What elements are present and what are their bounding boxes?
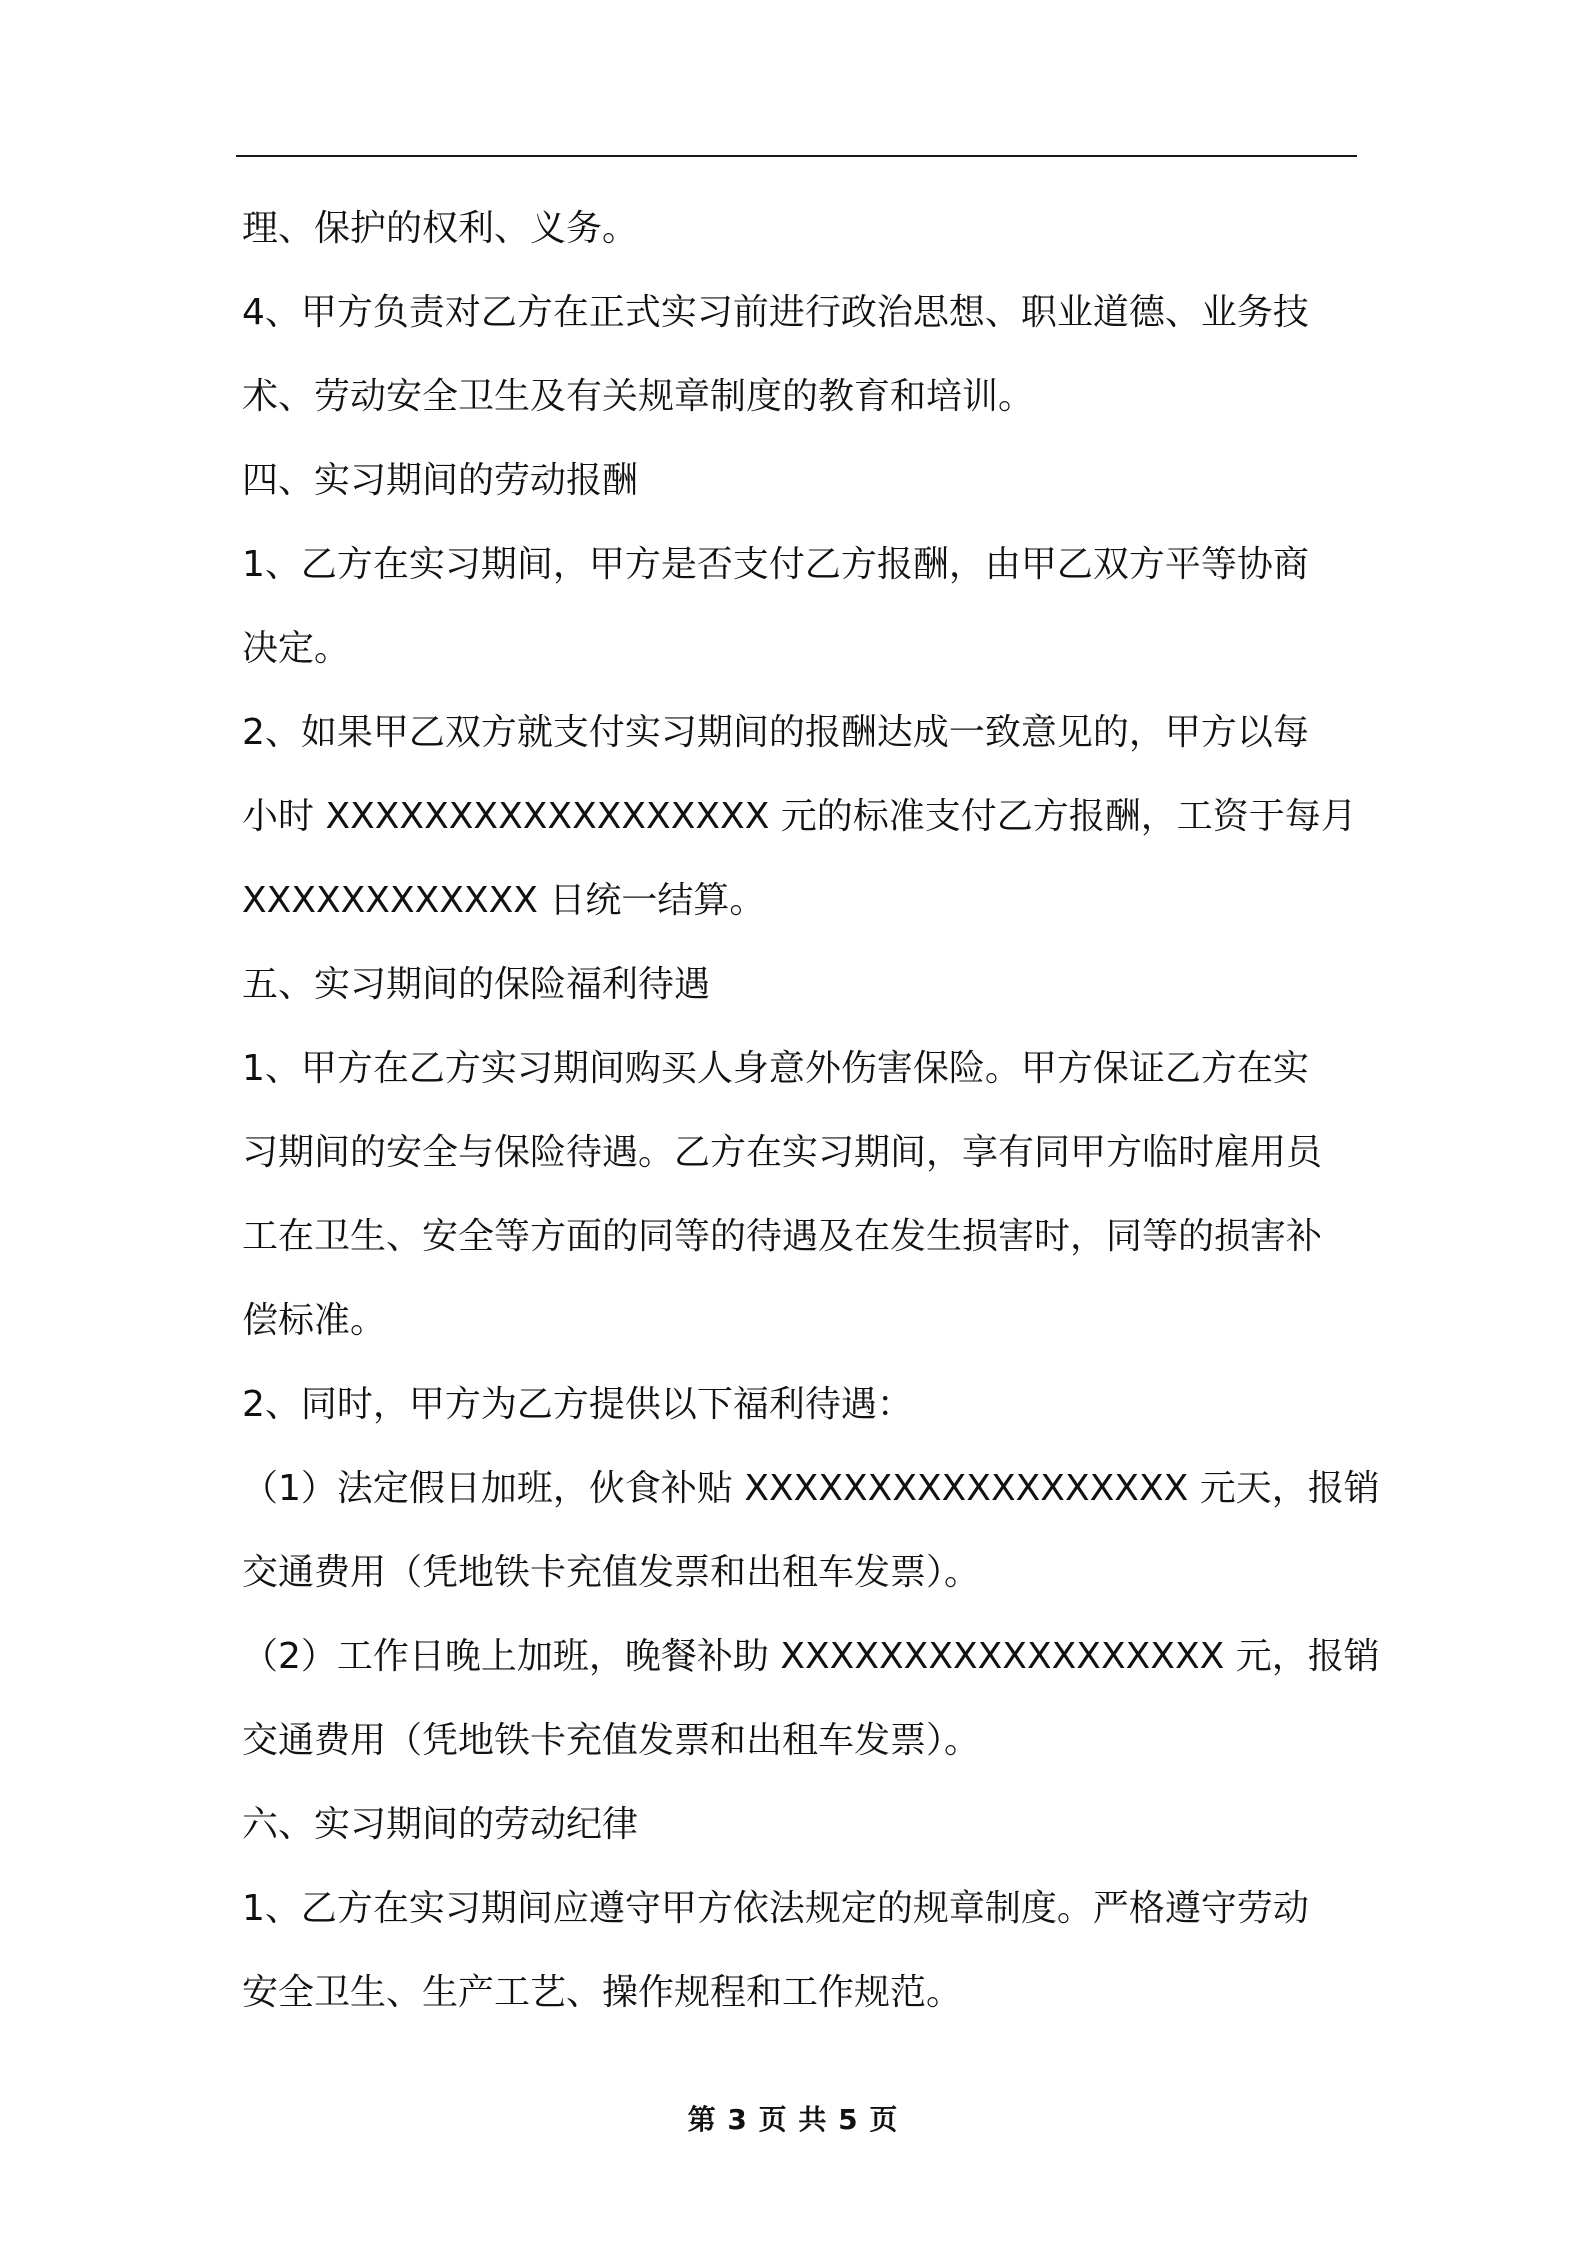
- section-heading: 六、实习期间的劳动纪律: [242, 1804, 639, 1845]
- text-line: （1）法定假日加班，伙食补贴 XXXXXXXXXXXXXXXXXX 元天，报销: [242, 1468, 1380, 1509]
- text-line: （2）工作日晚上加班，晚餐补助 XXXXXXXXXXXXXXXXXX 元，报销: [242, 1636, 1380, 1677]
- text-line: 习期间的安全与保险待遇。乙方在实习期间，享有同甲方临时雇用员: [242, 1132, 1323, 1173]
- text-line: 2、同时，甲方为乙方提供以下福利待遇：: [242, 1384, 913, 1425]
- page-number: 第 3 页 共 5 页: [687, 2103, 899, 2136]
- text-line: 偿标准。: [242, 1300, 387, 1341]
- text-line: 决定。: [242, 628, 351, 669]
- text-line: 2、如果甲乙双方就支付实习期间的报酬达成一致意见的，甲方以每: [242, 712, 1309, 753]
- text-line: 交通费用（凭地铁卡充值发票和出租车发票）。: [242, 1552, 981, 1593]
- text-line: 1、乙方在实习期间应遵守甲方依法规定的规章制度。严格遵守劳动: [242, 1888, 1309, 1929]
- document-body: [242, 196, 1380, 2044]
- section-heading: 五、实习期间的保险福利待遇: [242, 964, 711, 1005]
- text-line: 安全卫生、生产工艺、操作规程和工作规范。: [242, 1972, 963, 2013]
- text-line: 4、甲方负责对乙方在正式实习前进行政治思想、职业道德、业务技: [242, 292, 1309, 333]
- text-line: 小时 XXXXXXXXXXXXXXXXXX 元的标准支付乙方报酬，工资于每月: [242, 796, 1357, 837]
- text-line: 术、劳动安全卫生及有关规章制度的教育和培训。: [242, 376, 1035, 417]
- text-line: 理、保护的权利、义务。: [242, 208, 639, 249]
- text-line: 1、乙方在实习期间，甲方是否支付乙方报酬，由甲乙双方平等协商: [242, 544, 1309, 585]
- section-heading: 四、实习期间的劳动报酬: [242, 460, 639, 501]
- text-line: 1、甲方在乙方实习期间购买人身意外伤害保险。甲方保证乙方在实: [242, 1048, 1309, 1089]
- header-rule: [236, 155, 1357, 157]
- text-line: XXXXXXXXXXXX 日统一结算。: [242, 880, 766, 921]
- text-line: 工在卫生、安全等方面的同等的待遇及在发生损害时，同等的损害补: [242, 1216, 1323, 1257]
- text-line: 交通费用（凭地铁卡充值发票和出租车发票）。: [242, 1720, 981, 1761]
